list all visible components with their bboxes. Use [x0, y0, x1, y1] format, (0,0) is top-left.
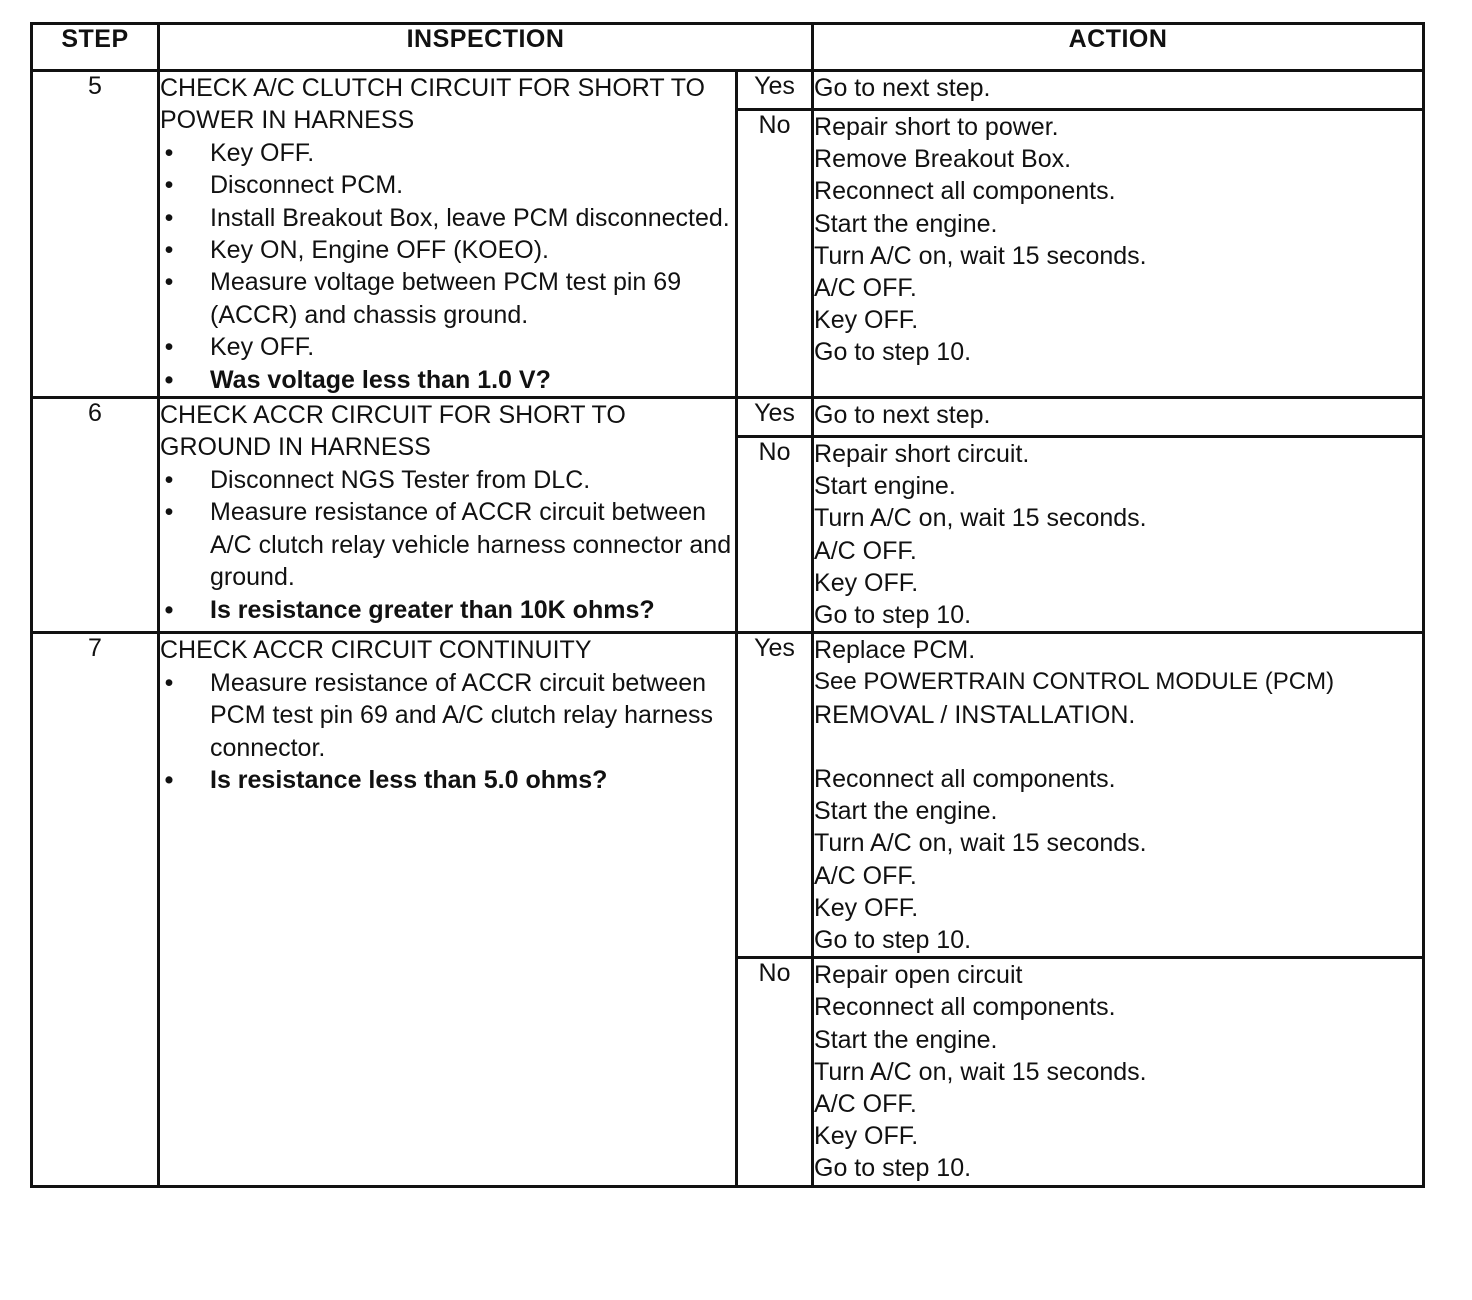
yes-action: Replace PCM. See POWERTRAIN CONTROL MODULE (PCM) REMOVAL / INSTALLATION. Reconnect all components. Start the engine. Turn A/C on, wait 15 seconds. A/C OFF. Key OFF. Go to step 10. [813, 633, 1424, 958]
yes-label: Yes [737, 633, 813, 958]
yes-label: Yes [737, 398, 813, 437]
list-item: • Key OFF. [160, 331, 735, 363]
bullet-icon: • [164, 765, 174, 794]
bullet-icon: • [164, 236, 174, 265]
inspection-bullet-list [160, 137, 735, 396]
bullet-icon: • [164, 333, 174, 362]
bullet-icon: • [164, 203, 174, 232]
list-item: • Key ON, Engine OFF (KOEO). [160, 234, 735, 266]
inspection-cell [159, 71, 737, 398]
list-item: • Disconnect NGS Tester from DLC. [160, 464, 735, 496]
list-item: • Measure resistance of ACCR circuit between A/C clutch relay vehicle harness connector and ground. [160, 496, 735, 593]
bullet-icon: • [164, 268, 174, 297]
step-number: 6 [32, 398, 159, 633]
list-item: • Is resistance greater than 10K ohms? [160, 594, 735, 626]
bullet-icon: • [164, 365, 174, 394]
inspection-title: CHECK A/C CLUTCH CIRCUIT FOR SHORT TO POWER IN HARNESS [160, 74, 705, 135]
no-label: No [737, 958, 813, 1186]
header-row [32, 24, 1424, 71]
list-item: • Disconnect PCM. [160, 169, 735, 201]
no-action: Repair open circuit Reconnect all components. Start the engine. Turn A/C on, wait 15 seconds. A/C OFF. Key OFF. Go to step 10. [813, 958, 1424, 1186]
no-label: No [737, 437, 813, 633]
no-action: Repair short to power. Remove Breakout Box. Reconnect all components. Start the engine. Turn A/C on, wait 15 seconds. A/C OFF. Key OFF. Go to step 10. [813, 110, 1424, 398]
list-item: • Measure resistance of ACCR circuit between PCM test pin 69 and A/C clutch relay harness connector. [160, 667, 735, 764]
action-column-header: ACTION [813, 24, 1424, 71]
list-item: • Measure voltage between PCM test pin 69 (ACCR) and chassis ground. [160, 266, 735, 331]
step-number: 5 [32, 71, 159, 398]
yes-action: Go to next step. [813, 398, 1424, 437]
step-5-yes-row [32, 71, 1424, 110]
step-number: 7 [32, 633, 159, 1186]
bullet-icon: • [164, 171, 174, 200]
inspection-column-header: INSPECTION [159, 24, 813, 71]
bullet-icon: • [164, 498, 174, 527]
inspection-title: CHECK ACCR CIRCUIT CONTINUITY [160, 636, 592, 665]
bullet-icon: • [164, 465, 174, 494]
bullet-icon: • [164, 595, 174, 624]
bullet-icon: • [164, 138, 174, 167]
yes-label: Yes [737, 71, 813, 110]
list-item: • Was voltage less than 1.0 V? [160, 364, 735, 396]
diagnostic-table [30, 22, 1425, 1188]
list-item: • Key OFF. [160, 137, 735, 169]
no-action: Repair short circuit. Start engine. Turn A/C on, wait 15 seconds. A/C OFF. Key OFF. Go to step 10. [813, 437, 1424, 633]
step-column-header: STEP [32, 24, 159, 71]
list-item: • Is resistance less than 5.0 ohms? [160, 764, 735, 796]
bullet-icon: • [164, 668, 174, 697]
inspection-bullet-list [160, 464, 735, 626]
yes-action: Go to next step. [813, 71, 1424, 110]
step-6-yes-row [32, 398, 1424, 437]
no-label: No [737, 110, 813, 398]
step-7-yes-row [32, 633, 1424, 958]
list-item: • Install Breakout Box, leave PCM disconnected. [160, 202, 735, 234]
inspection-bullet-list [160, 667, 735, 797]
inspection-title: CHECK ACCR CIRCUIT FOR SHORT TO GROUND IN HARNESS [160, 401, 626, 462]
inspection-cell [159, 633, 737, 1186]
inspection-cell [159, 398, 737, 633]
